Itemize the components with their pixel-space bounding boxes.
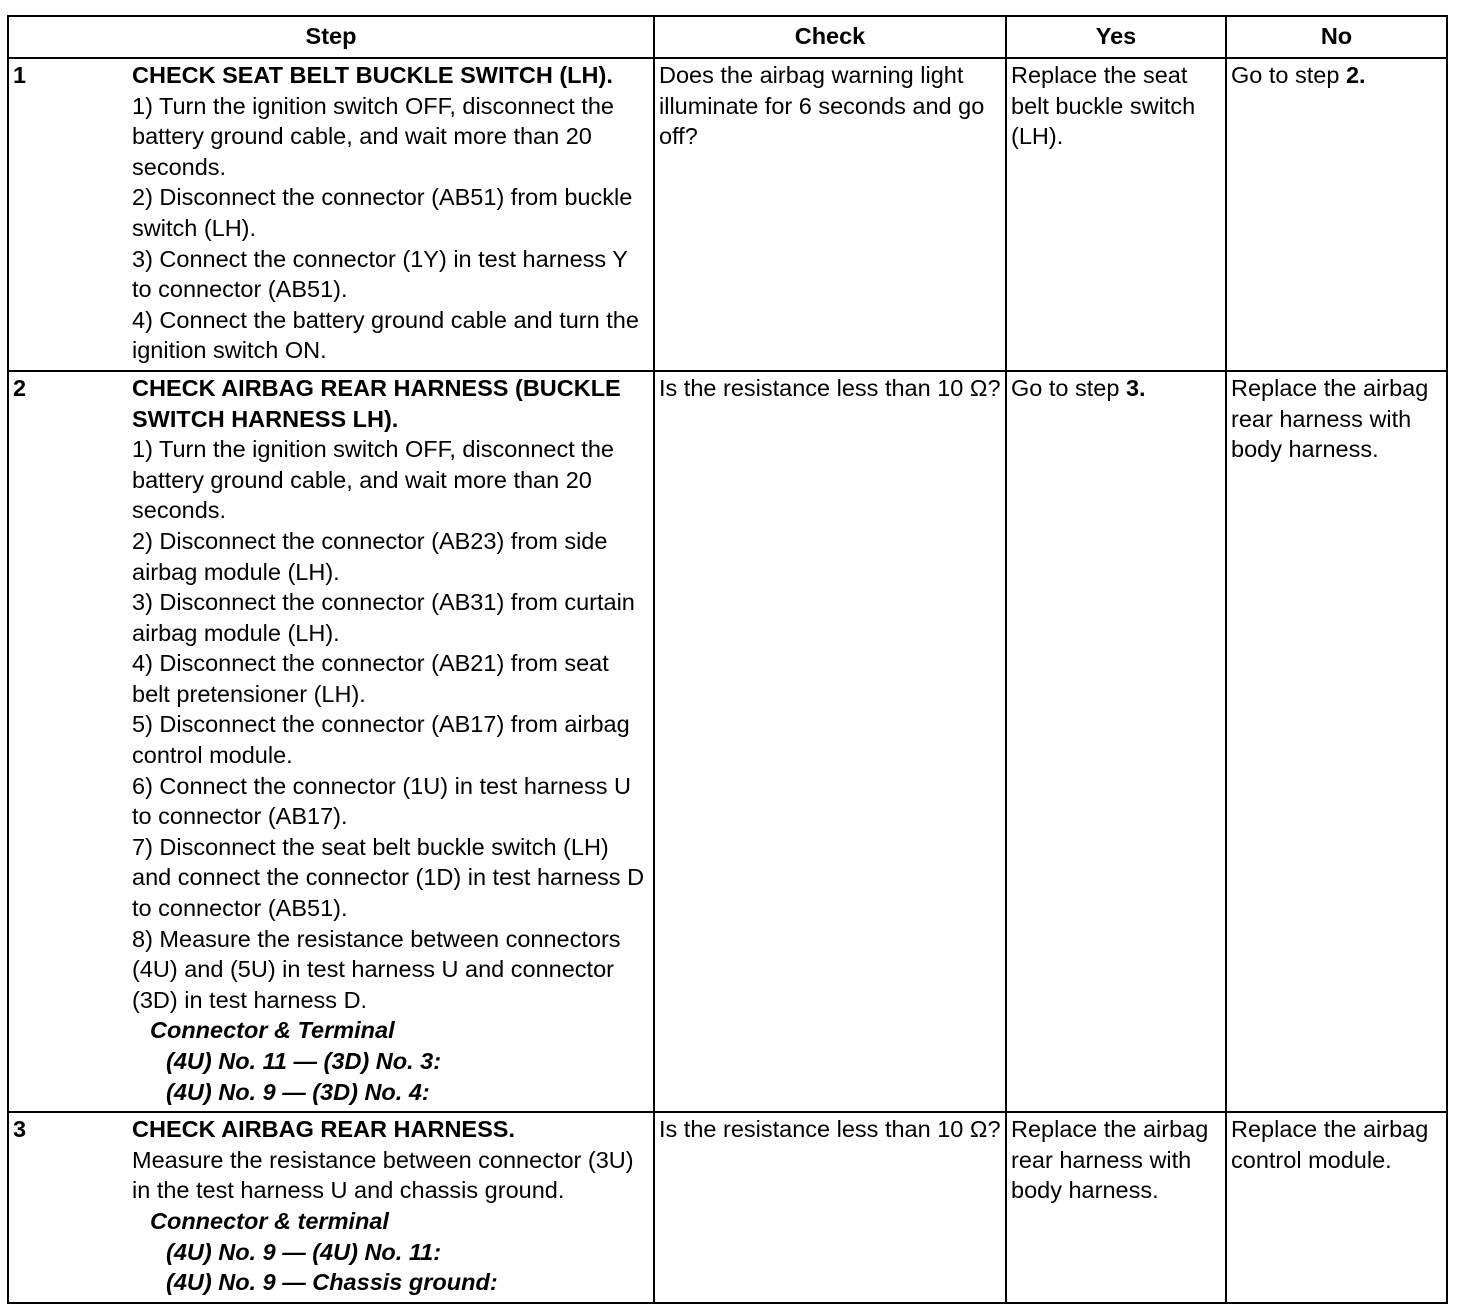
step-title: CHECK AIRBAG REAR HARNESS (BUCKLE SWITCH HARNESS LH). bbox=[132, 374, 621, 432]
check-cell: Is the resistance less than 10 Ω? bbox=[654, 1112, 1006, 1303]
yes-text: Go to step bbox=[1011, 374, 1126, 401]
table-row bbox=[8, 58, 1447, 371]
connector-terminal-line: (4U) No. 9 — (3D) No. 4: bbox=[166, 1078, 430, 1105]
step-instruction: 7) Disconnect the seat belt buckle switch (LH) and connect the connector (1D) in test harness D to connector (AB51). bbox=[132, 833, 645, 922]
header-no: No bbox=[1226, 16, 1447, 58]
connector-terminal-line: (4U) No. 9 — (4U) No. 11: bbox=[166, 1238, 442, 1265]
step-title: CHECK AIRBAG REAR HARNESS. bbox=[132, 1116, 515, 1143]
step-instruction: 1) Turn the ignition switch OFF, disconnect the battery ground cable, and wait more than 20 seconds. bbox=[132, 436, 614, 524]
no-cell: Replace the airbag rear harness with body harness. bbox=[1226, 371, 1447, 1112]
connector-terminal-heading: Connector & Terminal bbox=[150, 1017, 395, 1044]
step-instruction: 1) Turn the ignition switch OFF, disconnect the battery ground cable, and wait more than 20 seconds. bbox=[132, 92, 614, 180]
no-text: Go to step bbox=[1231, 62, 1346, 88]
step-instruction: 6) Connect the connector (1U) in test harness U to connector (AB17). bbox=[132, 772, 631, 830]
yes-cell: Replace the airbag rear harness with body harness. bbox=[1006, 1112, 1226, 1303]
yes-cell bbox=[1006, 371, 1226, 1112]
table-row bbox=[8, 1112, 1447, 1303]
step-instruction: Measure the resistance between connector (3U) in the test harness U and chassis ground. bbox=[132, 1146, 634, 1204]
header-step: Step bbox=[8, 16, 654, 58]
yes-step-ref: 3. bbox=[1125, 374, 1146, 401]
check-cell: Is the resistance less than 10 Ω? bbox=[654, 371, 1006, 1112]
step-cell bbox=[8, 1112, 654, 1303]
no-cell: Replace the airbag control module. bbox=[1226, 1112, 1447, 1303]
table-header-row bbox=[8, 16, 1447, 58]
table-row bbox=[8, 371, 1447, 1112]
step-cell bbox=[8, 58, 654, 371]
step-number: 2 bbox=[13, 374, 27, 401]
connector-terminal-line: (4U) No. 11 — (3D) No. 3: bbox=[166, 1048, 442, 1074]
connector-terminal-heading: Connector & terminal bbox=[150, 1207, 389, 1234]
step-instruction: 2) Disconnect the connector (AB51) from buckle switch (LH). bbox=[132, 184, 633, 241]
no-step-ref: 2. bbox=[1345, 62, 1366, 88]
diagnostic-table bbox=[7, 15, 1448, 1304]
no-cell bbox=[1226, 58, 1447, 371]
yes-cell: Replace the seat belt buckle switch (LH). bbox=[1006, 58, 1226, 371]
step-instruction: 3) Connect the connector (1Y) in test harness Y to connector (AB51). bbox=[132, 245, 628, 303]
step-instruction: 3) Disconnect the connector (AB31) from curtain airbag module (LH). bbox=[132, 589, 635, 646]
connector-terminal-line: (4U) No. 9 — Chassis ground: bbox=[166, 1269, 498, 1296]
step-instruction: 4) Disconnect the connector (AB21) from seat belt pretensioner (LH). bbox=[132, 650, 609, 707]
header-check: Check bbox=[654, 16, 1006, 58]
step-number: 1 bbox=[13, 62, 27, 88]
check-cell: Does the airbag warning light illuminate for 6 seconds and go off? bbox=[654, 58, 1006, 371]
step-number: 3 bbox=[13, 1116, 27, 1143]
step-instruction: 8) Measure the resistance between connectors (4U) and (5U) in test harness U and connector (3D) in test harness D. bbox=[132, 925, 621, 1013]
header-yes: Yes bbox=[1006, 16, 1226, 58]
step-title: CHECK SEAT BELT BUCKLE SWITCH (LH). bbox=[132, 62, 613, 88]
step-instruction: 5) Disconnect the connector (AB17) from airbag control module. bbox=[132, 711, 630, 769]
step-instruction: 4) Connect the battery ground cable and turn the ignition switch ON. bbox=[132, 306, 639, 364]
step-instruction: 2) Disconnect the connector (AB23) from side airbag module (LH). bbox=[132, 527, 608, 585]
step-cell bbox=[8, 371, 654, 1112]
